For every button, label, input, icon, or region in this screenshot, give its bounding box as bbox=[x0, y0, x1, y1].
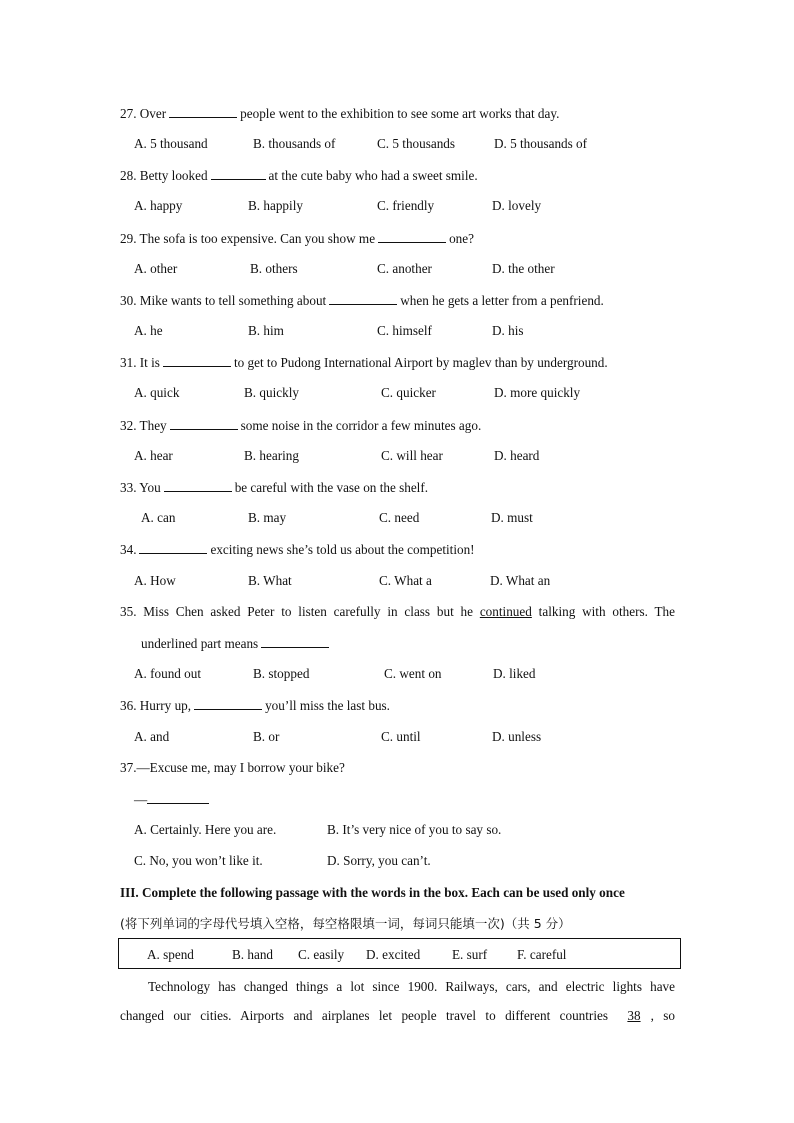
option-c[interactable]: C. friendly bbox=[377, 198, 435, 213]
answer-blank[interactable] bbox=[139, 540, 207, 554]
option-c[interactable]: C. until bbox=[381, 729, 421, 744]
answer-blank[interactable] bbox=[147, 790, 209, 804]
option-c[interactable]: C. need bbox=[379, 510, 420, 525]
question-27: 27. Over people went to the exhibition to see some art works that day. bbox=[120, 106, 560, 121]
box-word-c: C. easily bbox=[298, 947, 345, 962]
answer-blank[interactable] bbox=[378, 229, 446, 243]
option-d[interactable]: D. more quickly bbox=[494, 385, 581, 400]
option-a[interactable]: A. quick bbox=[134, 385, 180, 400]
option-a[interactable]: A. other bbox=[134, 261, 178, 276]
answer-blank[interactable] bbox=[194, 696, 262, 710]
option-d[interactable]: D. his bbox=[492, 323, 524, 338]
option-b[interactable]: B. quickly bbox=[244, 385, 299, 400]
box-word-d: D. excited bbox=[366, 947, 421, 962]
section-instruction: (将下列单词的字母代号填入空格，每空格限填一词，每词只能填一次)（共 5 分） bbox=[120, 916, 571, 931]
question-30: 30. Mike wants to tell something about when he gets a letter from a penfriend. bbox=[120, 293, 604, 308]
option-b[interactable]: B. What bbox=[248, 573, 292, 588]
option-b[interactable]: B. may bbox=[248, 510, 287, 525]
option-d[interactable]: D. unless bbox=[492, 729, 542, 744]
answer-blank[interactable] bbox=[169, 104, 237, 118]
option-b[interactable]: B. hearing bbox=[244, 448, 299, 463]
question-29: 29. The sofa is too expensive. Can you show me one? bbox=[120, 231, 474, 246]
question-31: 31. It is to get to Pudong International Airport by maglev than by underground. bbox=[120, 355, 608, 370]
passage-line-2: changed our cities. Airports and airplanes let people travel to different countries 38 , so bbox=[120, 1008, 675, 1023]
option-b[interactable]: B. or bbox=[253, 729, 280, 744]
option-a[interactable]: A. can bbox=[141, 510, 176, 525]
question-37: 37.—Excuse me, may I borrow your bike? bbox=[120, 760, 345, 775]
option-d[interactable]: D. liked bbox=[493, 666, 536, 681]
option-c[interactable]: C. quicker bbox=[381, 385, 436, 400]
question-35: 35. Miss Chen asked Peter to listen carefully in class but he continued talking with others. The bbox=[120, 604, 675, 619]
option-a[interactable]: A. happy bbox=[134, 198, 183, 213]
answer-blank[interactable] bbox=[163, 353, 231, 367]
option-b[interactable]: B. others bbox=[250, 261, 298, 276]
option-c[interactable]: C. What a bbox=[379, 573, 432, 588]
option-a[interactable]: A. 5 thousand bbox=[134, 136, 208, 151]
answer-blank[interactable] bbox=[329, 291, 397, 305]
question-32: 32. They some noise in the corridor a few minutes ago. bbox=[120, 418, 482, 433]
question-37-reply: — bbox=[134, 790, 212, 808]
option-d[interactable]: D. heard bbox=[494, 448, 540, 463]
option-b[interactable]: B. stopped bbox=[253, 666, 310, 681]
option-a[interactable]: A. he bbox=[134, 323, 163, 338]
answer-blank[interactable] bbox=[170, 416, 238, 430]
option-d[interactable]: D. 5 thousands of bbox=[494, 136, 588, 151]
box-word-e: E. surf bbox=[452, 947, 488, 962]
option-d[interactable]: D. must bbox=[491, 510, 533, 525]
answer-blank[interactable] bbox=[164, 478, 232, 492]
option-d[interactable]: D. What an bbox=[490, 573, 551, 588]
option-b[interactable]: B. him bbox=[248, 323, 284, 338]
option-d[interactable]: D. Sorry, you can’t. bbox=[327, 853, 431, 868]
option-a[interactable]: A. hear bbox=[134, 448, 173, 463]
passage-line-1: Technology has changed things a lot since 1900. Railways, cars, and electric lights have bbox=[148, 979, 675, 994]
passage-blank-38[interactable]: 38 bbox=[627, 1008, 641, 1023]
box-word-a: A. spend bbox=[147, 947, 194, 962]
box-word-f: F. careful bbox=[517, 947, 567, 962]
option-c[interactable]: C. went on bbox=[384, 666, 442, 681]
option-b[interactable]: B. It’s very nice of you to say so. bbox=[327, 822, 502, 837]
question-33: 33. You be careful with the vase on the shelf. bbox=[120, 480, 429, 495]
box-word-b: B. hand bbox=[232, 947, 274, 962]
question-36: 36. Hurry up, you’ll miss the last bus. bbox=[120, 698, 390, 713]
option-a[interactable]: A. found out bbox=[134, 666, 202, 681]
underlined-word: continued bbox=[479, 604, 532, 619]
option-c[interactable]: C. 5 thousands bbox=[377, 136, 456, 151]
question-28: 28. Betty looked at the cute baby who had a sweet smile. bbox=[120, 168, 478, 183]
option-d[interactable]: D. lovely bbox=[492, 198, 542, 213]
option-c[interactable]: C. will hear bbox=[381, 448, 443, 463]
question-35-line2: underlined part means bbox=[141, 634, 332, 652]
option-a[interactable]: A. and bbox=[134, 729, 170, 744]
option-b[interactable]: B. thousands of bbox=[253, 136, 336, 151]
option-a[interactable]: A. How bbox=[134, 573, 176, 588]
option-c[interactable]: C. another bbox=[377, 261, 432, 276]
question-34: 34. exciting news she’s told us about the competition! bbox=[120, 542, 475, 557]
option-a[interactable]: A. Certainly. Here you are. bbox=[134, 822, 277, 837]
option-b[interactable]: B. happily bbox=[248, 198, 303, 213]
answer-blank[interactable] bbox=[211, 166, 266, 180]
option-c[interactable]: C. No, you won’t like it. bbox=[134, 853, 263, 868]
section-heading: III. Complete the following passage with the words in the box. Each can be used only once bbox=[120, 885, 625, 900]
option-c[interactable]: C. himself bbox=[377, 323, 432, 338]
answer-blank[interactable] bbox=[261, 634, 329, 648]
option-d[interactable]: D. the other bbox=[492, 261, 555, 276]
